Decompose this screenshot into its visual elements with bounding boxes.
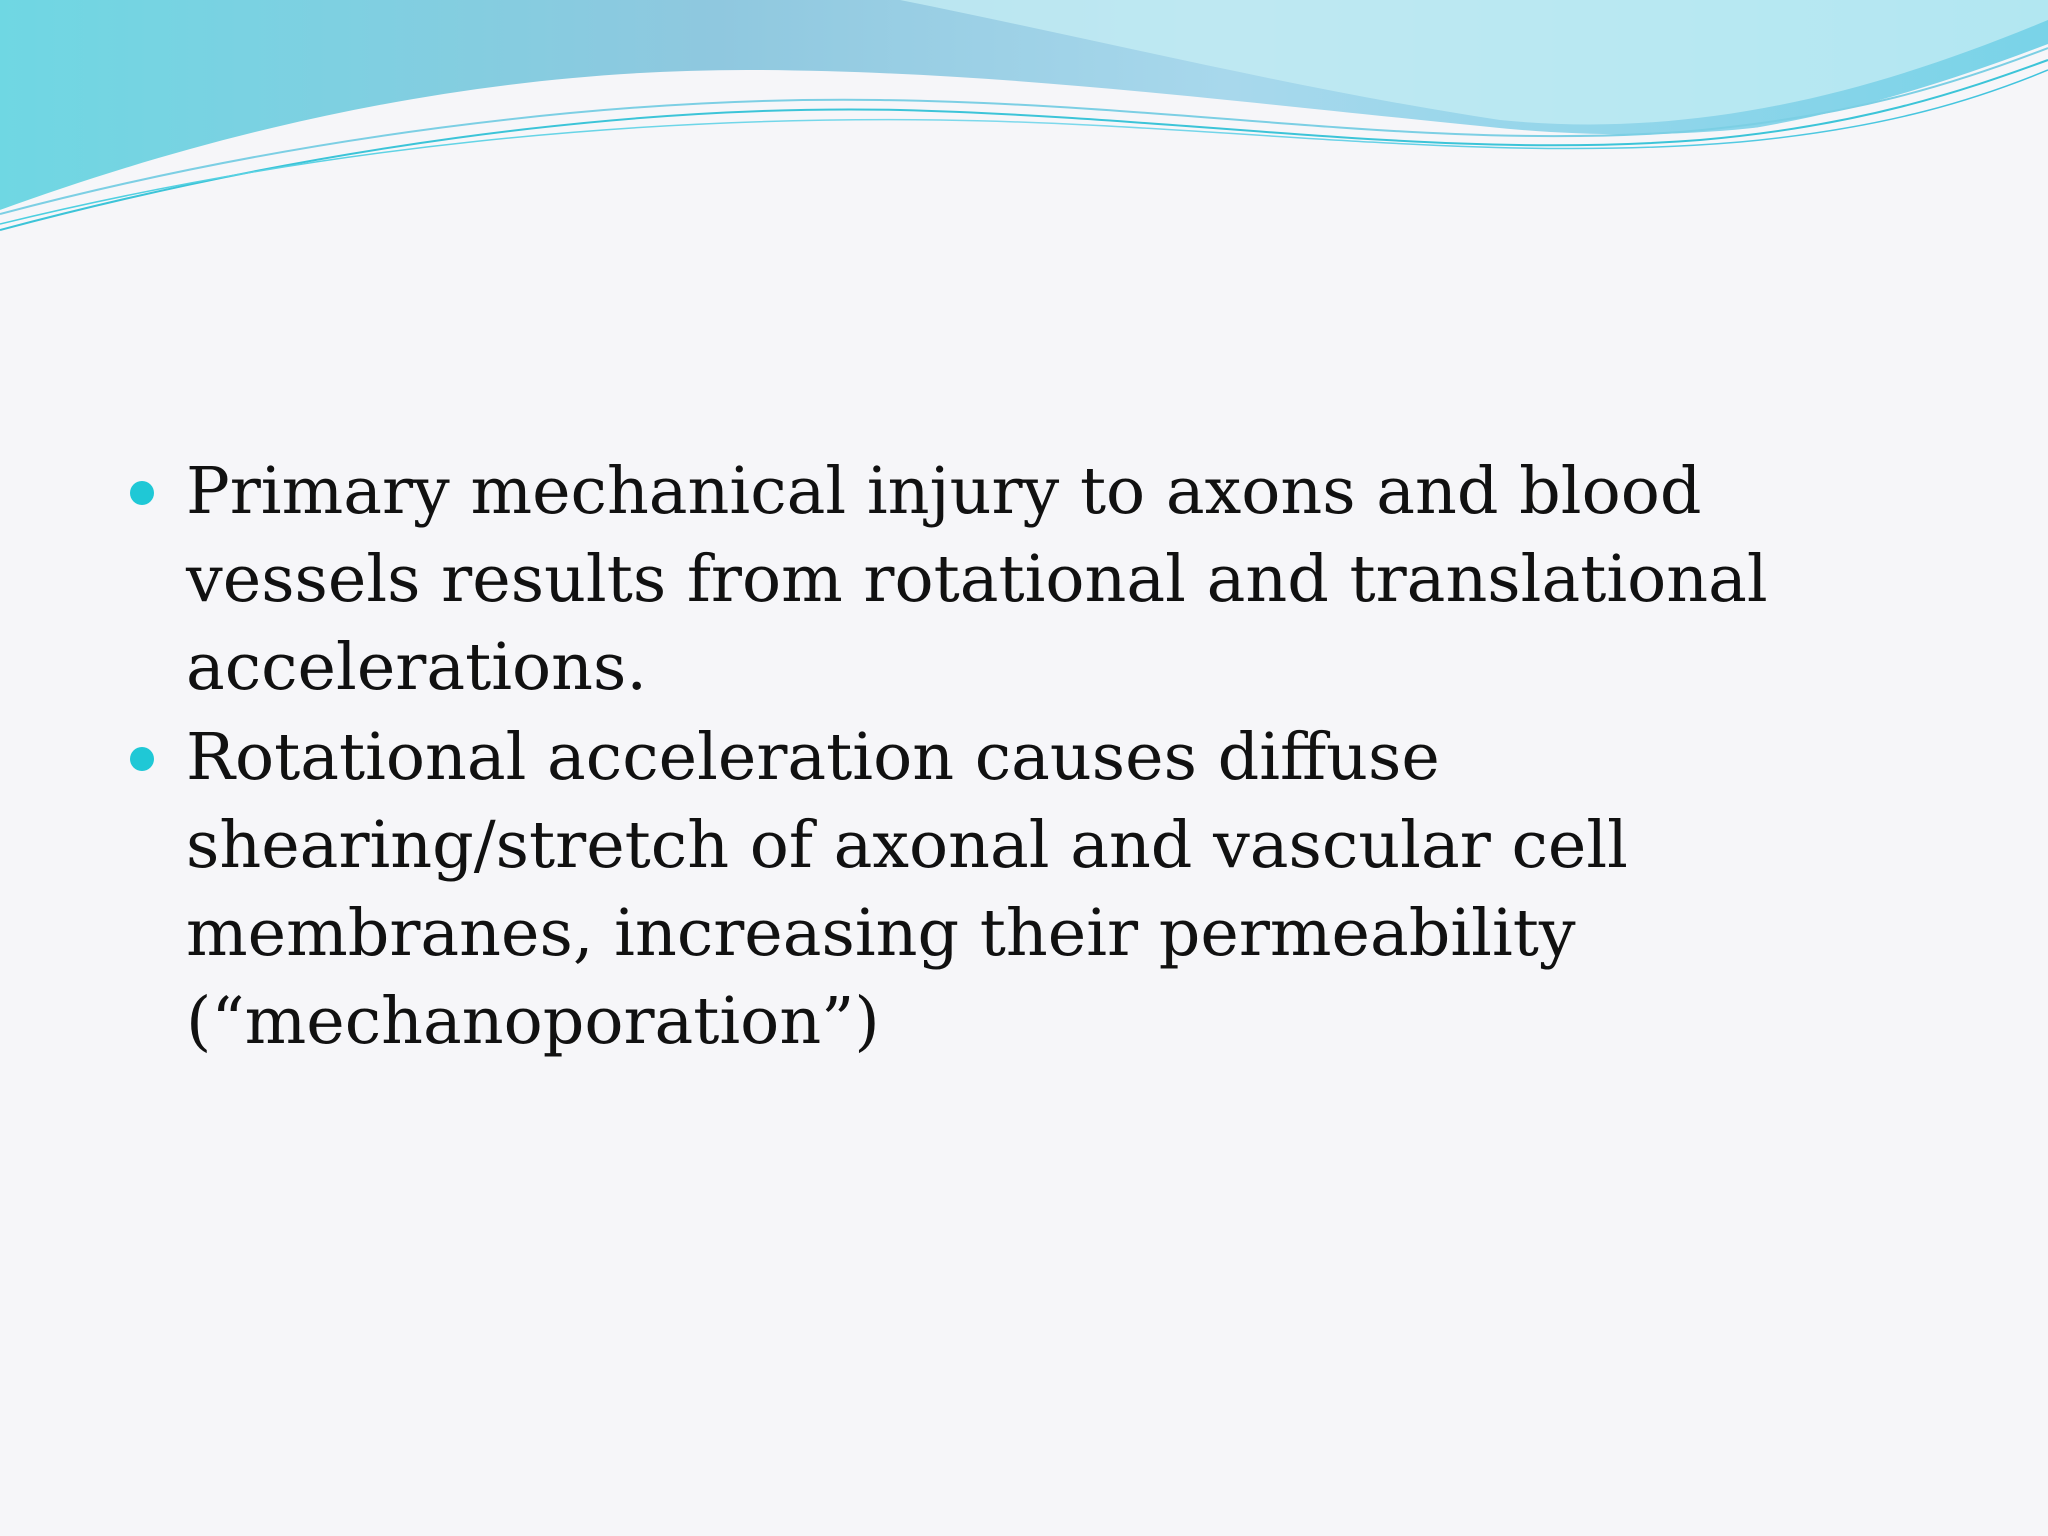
slide-body [128, 448, 1948, 1068]
bullet-text: Primary mechanical injury to axons and blood vessels results from rotational and translational accelerations. [186, 454, 1768, 705]
bullet-dot-icon [130, 747, 154, 771]
bullet-item [128, 448, 1948, 712]
bullet-dot-icon [130, 481, 154, 505]
bullet-list [128, 448, 1948, 1066]
header-wave-decoration [0, 0, 2048, 240]
bullet-text: Rotational acceleration causes diffuse shearing/stretch of axonal and vascular cell membranes, increasing their permeability (“mechanoporation”) [186, 720, 1628, 1059]
bullet-item [128, 714, 1948, 1066]
